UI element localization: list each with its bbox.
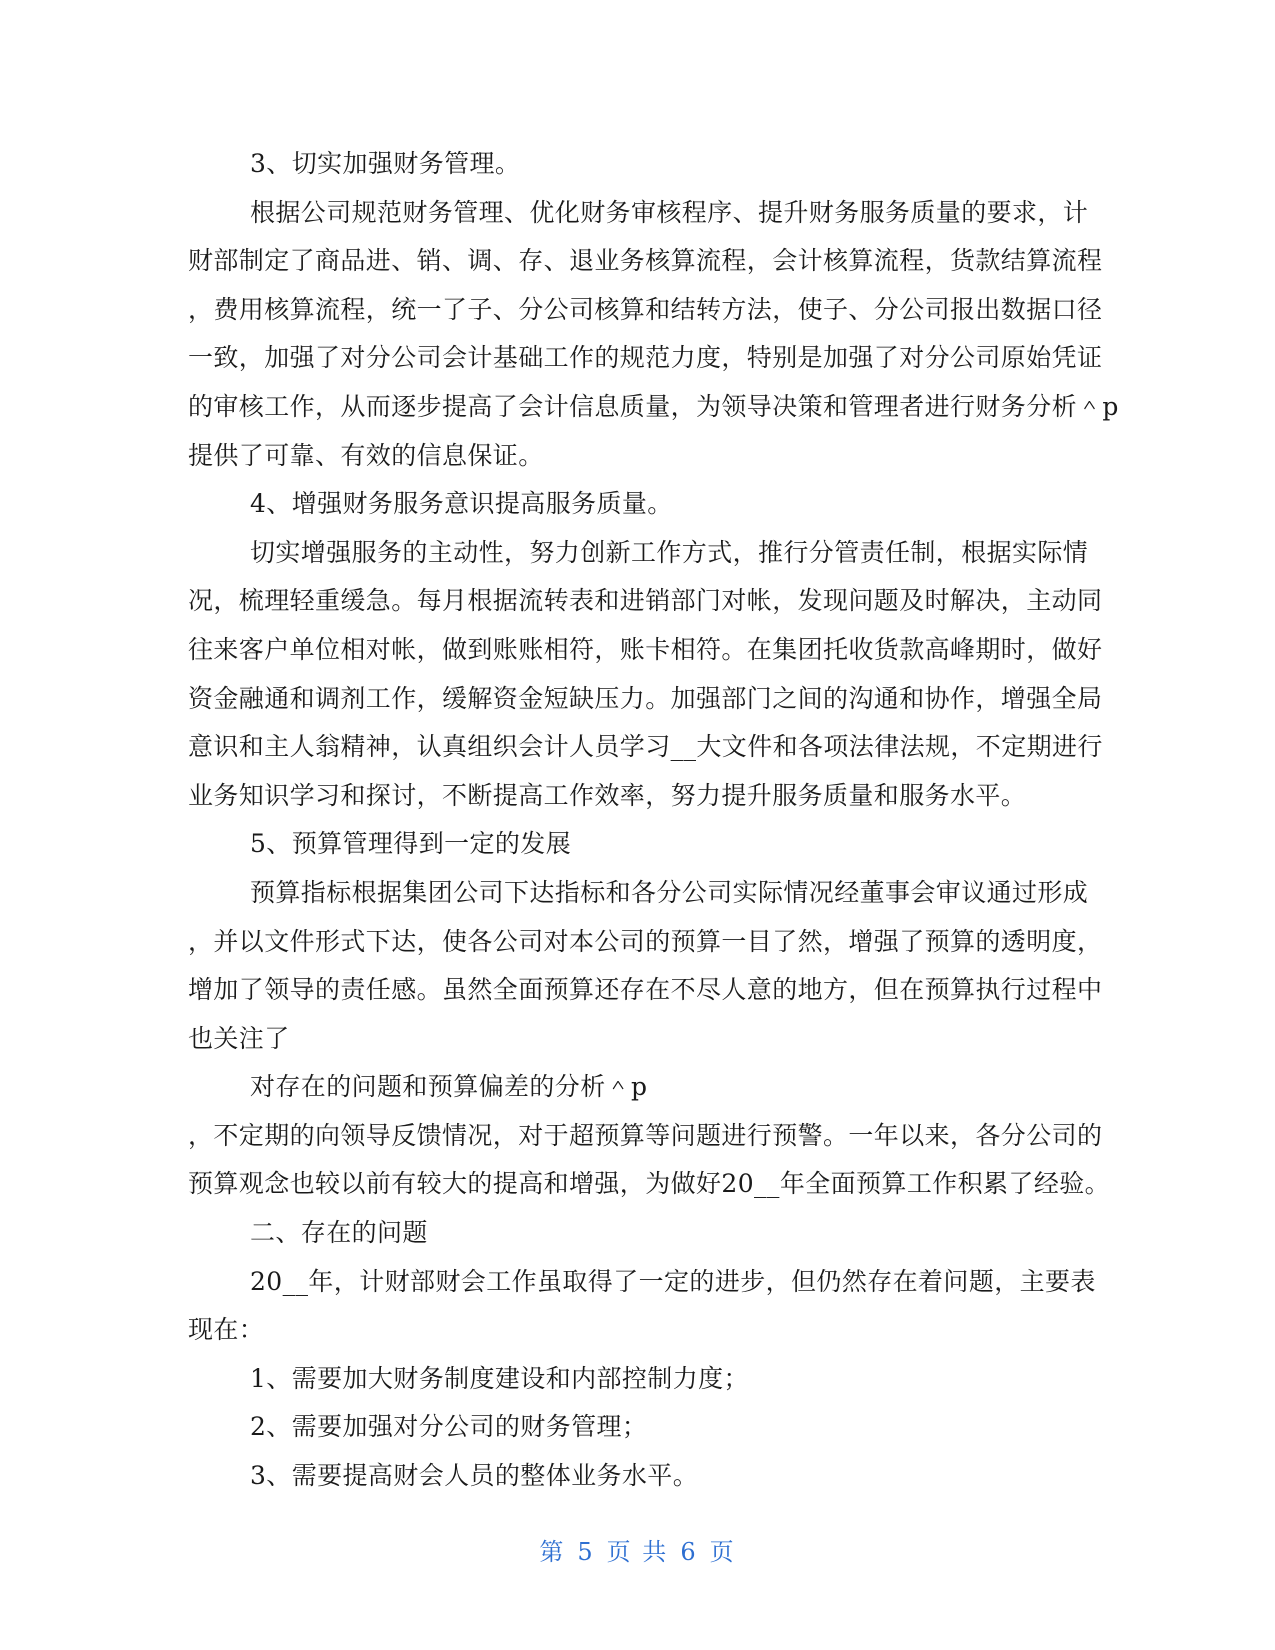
footer-page-number: 5 <box>577 1538 595 1566</box>
paragraph-line: 财部制定了商品进、销、调、存、退业务核算流程，会计核算流程，货款结算流程 <box>188 246 1103 276</box>
list-item: 3、需要提高财会人员的整体业务水平。 <box>250 1461 699 1491</box>
footer-middle: 页 共 <box>606 1538 669 1566</box>
page-footer <box>0 1532 1275 1567</box>
paragraph-line: 况，梳理轻重缓急。每月根据流转表和进销部门对帐，发现问题及时解决，主动同 <box>188 586 1103 616</box>
paragraph-line: ，不定期的向领导反馈情况，对于超预算等问题进行预警。一年以来，各分公司的 <box>188 1120 1103 1150</box>
section-heading-4: 4、增强财务服务意识提高服务质量。 <box>250 489 673 519</box>
paragraph-line: 现在： <box>188 1315 265 1345</box>
paragraph-line: 业务知识学习和探讨，不断提高工作效率，努力提升服务质量和服务水平。 <box>188 780 1027 810</box>
paragraph-line: 根据公司规范财务管理、优化财务审核程序、提升财务服务质量的要求，计 <box>250 197 1089 227</box>
list-item: 2、需要加强对分公司的财务管理； <box>250 1412 648 1442</box>
section-heading-5: 5、预算管理得到一定的发展 <box>250 829 572 859</box>
footer-suffix: 页 <box>709 1538 736 1566</box>
section-heading-3: 3、切实加强财务管理。 <box>250 149 521 178</box>
paragraph-line: 往来客户单位相对帐，做到账账相符，账卡相符。在集团托收货款高峰期时，做好 <box>188 634 1103 664</box>
paragraph-line: 预算指标根据集团公司下达指标和各分公司实际情况经董事会审议通过形成 <box>250 877 1089 907</box>
paragraph-line: ，并以文件形式下达，使各公司对本公司的预算一目了然，增强了预算的透明度， <box>188 926 1103 956</box>
paragraph-line: 一致，加强了对分公司会计基础工作的规范力度，特别是加强了对分公司原始凭证 <box>188 343 1103 373</box>
paragraph-line: 切实增强服务的主动性，努力创新工作方式，推行分管责任制，根据实际情 <box>250 537 1089 567</box>
paragraph-line: 也关注了 <box>188 1023 290 1053</box>
paragraph-line: 提供了可靠、有效的信息保证。 <box>188 440 544 470</box>
paragraph-line: 预算观念也较以前有较大的提高和增强，为做好20__年全面预算工作积累了经验。 <box>188 1169 1111 1199</box>
paragraph-line: 20__年，计财部财会工作虽取得了一定的进步，但仍然存在着问题，主要表 <box>250 1266 1096 1296</box>
section-heading-problems: 二、存在的问题 <box>250 1218 428 1248</box>
footer-total-pages: 6 <box>680 1538 698 1566</box>
paragraph-line: 对存在的问题和预算偏差的分析＾p <box>250 1072 648 1102</box>
paragraph-line: 的审核工作，从而逐步提高了会计信息质量，为领导决策和管理者进行财务分析＾p <box>188 391 1119 421</box>
paragraph-line: 意识和主人翁精神，认真组织会计人员学习__大文件和各项法律法规，不定期进行 <box>188 732 1103 762</box>
document-body <box>188 140 1119 1501</box>
paragraph-line: 增加了领导的责任感。虽然全面预算还存在不尽人意的地方，但在预算执行过程中 <box>188 975 1103 1005</box>
list-item: 1、需要加大财务制度建设和内部控制力度； <box>250 1363 749 1393</box>
footer-prefix: 第 <box>539 1538 566 1566</box>
paragraph-line: ，费用核算流程，统一了子、分公司核算和结转方法，使子、分公司报出数据口径 <box>188 294 1103 324</box>
paragraph-line: 资金融通和调剂工作，缓解资金短缺压力。加强部门之间的沟通和协作，增强全局 <box>188 683 1103 713</box>
